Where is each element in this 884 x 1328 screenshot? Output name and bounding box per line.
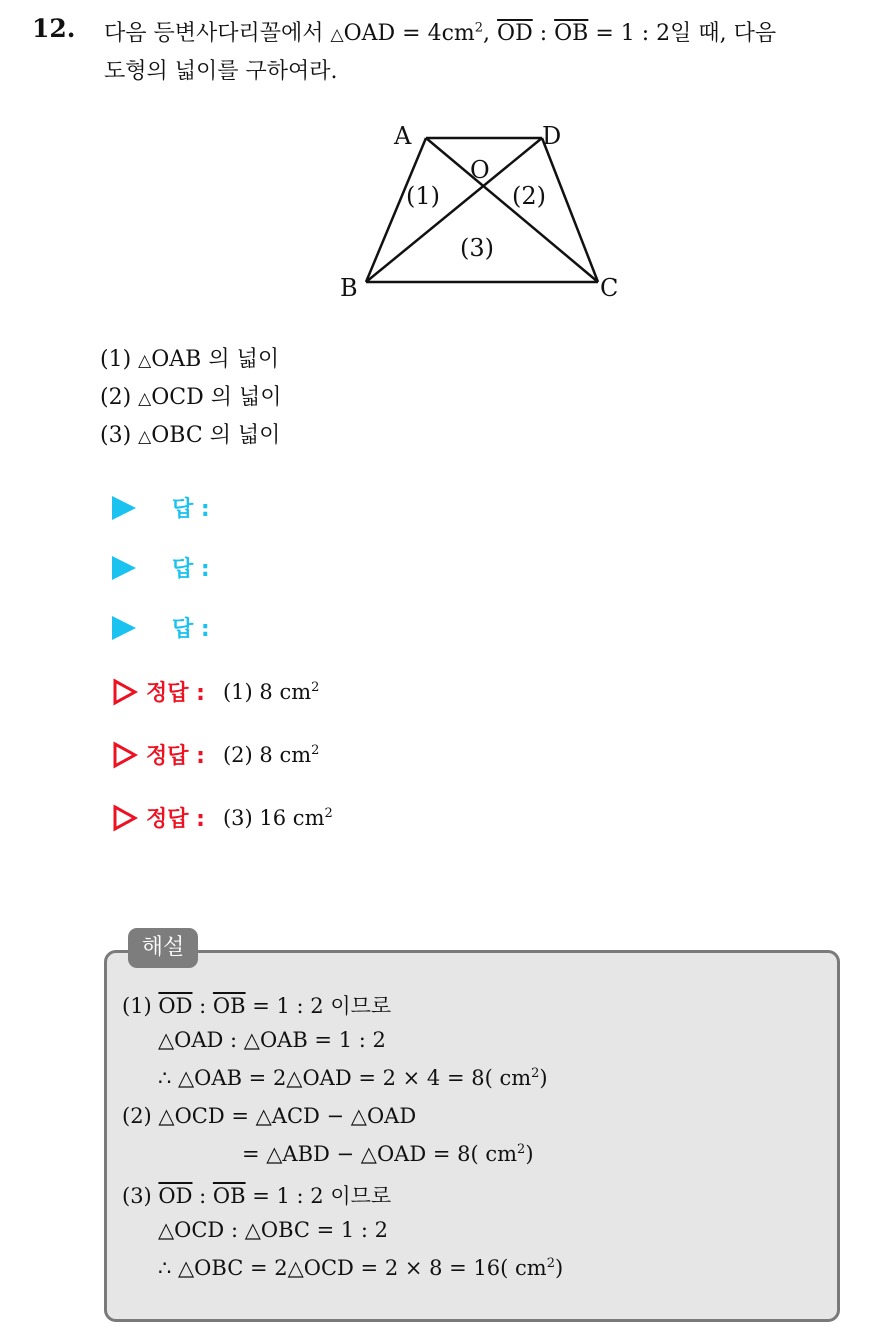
play-arrow-icon xyxy=(112,556,136,580)
play-arrow-icon xyxy=(112,616,136,640)
subquestion-3 xyxy=(100,418,280,449)
diagonal-ac xyxy=(426,138,598,282)
vertex-label-o: O xyxy=(470,156,490,184)
exp-exponent: 2 xyxy=(546,1256,555,1271)
question-colon: : xyxy=(532,21,555,46)
segment-od: $\overline{OD}$ xyxy=(158,1184,193,1208)
vertex-label-d: D xyxy=(542,122,562,150)
edge-dc xyxy=(542,138,598,282)
subquestion-number: (1) xyxy=(100,347,132,372)
solution-exponent: 2 xyxy=(311,679,320,695)
segment-ob: $\overline{OB}$ xyxy=(212,1184,246,1208)
question-text-line1 xyxy=(104,16,776,47)
question-unit-exponent: 2 xyxy=(474,20,484,36)
answer-label: 답 : xyxy=(172,617,210,642)
question-number: 12. xyxy=(32,14,76,43)
hollow-arrow-icon xyxy=(112,741,138,769)
explanation-line-8 xyxy=(158,1256,563,1280)
triangle-symbol: △ xyxy=(330,25,344,45)
triangle-symbol: △ xyxy=(138,427,152,447)
solution-label: 정답 : xyxy=(146,681,205,706)
explanation-line-7: △OCD : △OBC = 1 : 2 xyxy=(158,1218,389,1242)
explanation-line-1 xyxy=(122,990,391,1020)
edge-ab xyxy=(366,138,426,282)
vertex-label-b: B xyxy=(340,274,358,302)
subquestion-number: (2) xyxy=(100,385,132,410)
question-ratio-suffix: = 1 : 2일 때, 다음 xyxy=(588,21,777,46)
exp-end: ) xyxy=(539,1066,548,1090)
exp-rest: = 1 : 2 이므로 xyxy=(245,1184,392,1208)
explanation-tag: 해설 xyxy=(128,928,198,968)
exp-main: ∴ △OAB = 2△OAD = 2 × 4 = 8( cm xyxy=(158,1066,532,1090)
solution-exponent: 2 xyxy=(324,805,333,821)
segment-od: $\overline{OD}$ xyxy=(158,994,193,1018)
triangle-symbol: △ xyxy=(138,389,152,409)
exp-end: ) xyxy=(525,1142,534,1166)
solution-row-3 xyxy=(112,802,333,833)
subquestion-text: OBC 의 넓이 xyxy=(151,423,281,448)
segment-od: $\overline{OD}$ xyxy=(497,21,533,46)
subquestion-text: OAB 의 넓이 xyxy=(151,347,280,372)
solution-amount: 8 cm xyxy=(259,742,312,767)
vertex-label-c: C xyxy=(600,274,619,302)
explanation-line-4: (2) △OCD = △ACD − △OAD xyxy=(122,1104,417,1128)
subquestion-number: (3) xyxy=(100,423,132,448)
hollow-arrow-icon xyxy=(112,804,138,832)
solution-row-2 xyxy=(112,739,319,770)
triangle-symbol: △ xyxy=(138,351,152,371)
exp-exponent: 2 xyxy=(517,1142,526,1157)
solution-label: 정답 : xyxy=(146,807,205,832)
exp-colon: : xyxy=(192,1184,213,1208)
diagonal-bd xyxy=(366,138,542,282)
play-arrow-icon xyxy=(112,496,136,520)
exp-end: ) xyxy=(554,1256,564,1280)
answer-label: 답 : xyxy=(172,557,210,582)
region-label-3: (3) xyxy=(460,234,494,262)
answer-label: 답 : xyxy=(172,497,210,522)
exp-num: (1) xyxy=(122,994,159,1018)
solution-number: (2) xyxy=(222,742,253,767)
explanation-line-6 xyxy=(122,1180,391,1210)
solution-amount: 16 cm xyxy=(259,805,325,830)
vertex-label-a: A xyxy=(394,122,412,150)
segment-ob: $\overline{OB}$ xyxy=(212,994,246,1018)
segment-ob: $\overline{OB}$ xyxy=(554,21,589,46)
exp-exponent: 2 xyxy=(531,1066,540,1081)
answer-row-1[interactable] xyxy=(112,492,210,532)
solution-value xyxy=(223,680,319,704)
subquestion-2 xyxy=(100,380,282,411)
question-text-line2: 도형의 넓이를 구하여라. xyxy=(104,59,338,84)
solution-number: (1) xyxy=(222,679,253,704)
explanation-line-2: △OAD : △OAB = 1 : 2 xyxy=(158,1028,386,1052)
subquestion-1 xyxy=(100,342,279,373)
exp-main: ∴ △OBC = 2△OCD = 2 × 8 = 16( cm xyxy=(158,1256,547,1280)
explanation-line-5 xyxy=(242,1142,534,1166)
explanation-line-3 xyxy=(158,1066,548,1090)
exp-rest: = 1 : 2 이므로 xyxy=(245,994,392,1018)
answer-row-3[interactable] xyxy=(112,612,210,652)
region-label-1: (1) xyxy=(406,182,440,210)
question-comma: , xyxy=(483,21,498,46)
hollow-arrow-icon xyxy=(112,678,138,706)
solution-value xyxy=(223,743,319,767)
solution-exponent: 2 xyxy=(311,742,320,758)
trapezoid-figure xyxy=(330,110,630,310)
solution-number: (3) xyxy=(222,805,253,830)
subquestion-text: OCD 의 넓이 xyxy=(151,385,282,410)
region-label-2: (2) xyxy=(512,182,546,210)
solution-row-1 xyxy=(112,676,319,707)
exp-num: (3) xyxy=(122,1184,159,1208)
question-unit: cm xyxy=(441,21,475,46)
question-oad: OAD = 4 xyxy=(343,21,442,46)
solution-amount: 8 cm xyxy=(259,679,312,704)
solution-label: 정답 : xyxy=(146,744,205,769)
answer-row-2[interactable] xyxy=(112,552,210,592)
exp-colon: : xyxy=(192,994,213,1018)
solution-value xyxy=(223,806,333,830)
question-prefix: 다음 등변사다리꼴에서 xyxy=(104,21,331,46)
exp-main: = △ABD − △OAD = 8( cm xyxy=(242,1142,518,1166)
